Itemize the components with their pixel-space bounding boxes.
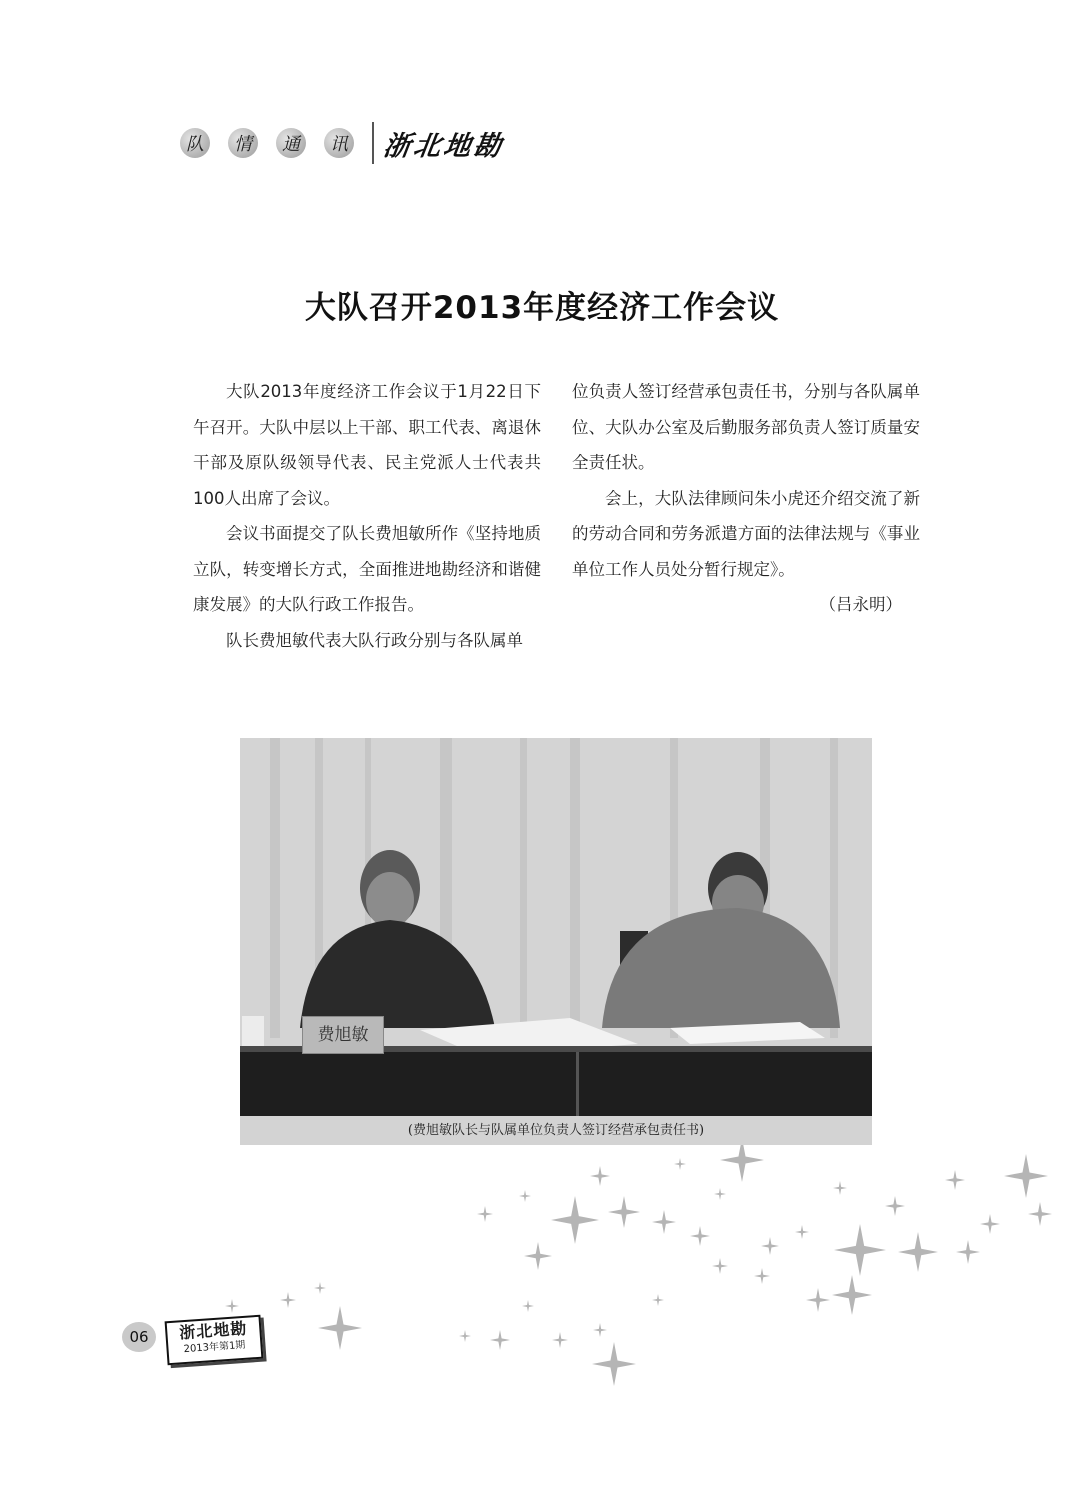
- article-column-right: [572, 374, 920, 623]
- header-brand: 浙北地勘: [381, 130, 506, 162]
- section-char-4: 讯: [324, 128, 354, 158]
- photo-illustration: [240, 738, 872, 1116]
- section-header: [180, 122, 504, 164]
- photo-caption: (费旭敏队长与队属单位负责人签订经营承包责任书): [240, 1116, 872, 1145]
- article-title: 大队召开2013年度经济工作会议: [304, 290, 780, 326]
- article-paragraph: 会议书面提交了队长费旭敏所作《坚持地质立队，转变增长方式，全面推进地勘经济和谐健康发展》的大队行政工作报告。: [193, 524, 541, 614]
- article-byline: （吕永明）: [819, 595, 902, 614]
- footer-logo-text: 浙北地勘: [178, 1318, 248, 1343]
- section-char-3: 通: [276, 128, 306, 158]
- nameplate: [302, 1016, 384, 1054]
- article-paragraph: 队长费旭敏代表大队行政分别与各队属单: [226, 630, 523, 650]
- header-divider: [372, 122, 374, 164]
- page-number: 06: [122, 1322, 156, 1352]
- footer-logo: [165, 1315, 264, 1366]
- section-char-1: 队: [180, 128, 210, 158]
- article-paragraph: 会上，大队法律顾问朱小虎还介绍交流了新的劳动合同和劳务派遣方面的法律法规与《事业单位工作人员处分暂行规定》。: [572, 488, 920, 579]
- section-char-2: 情: [228, 128, 258, 158]
- article-photo: [240, 738, 872, 1116]
- article-paragraph-continued: 位负责人签订经营承包责任书，分别与各队属单位、大队办公室及后勤服务部负责人签订质量安全责任状。: [572, 382, 920, 472]
- article-paragraph: 大队2013年度经济工作会议于1月22日下午召开。大队中层以上干部、职工代表、离退休干部及原队级领导代表、民主党派人士代表共100人出席了会议。: [193, 382, 541, 508]
- article-column-left: [193, 374, 541, 658]
- footer-issue: 2013年第1期: [183, 1339, 246, 1356]
- nameplate-text: 费旭敏: [317, 1025, 369, 1045]
